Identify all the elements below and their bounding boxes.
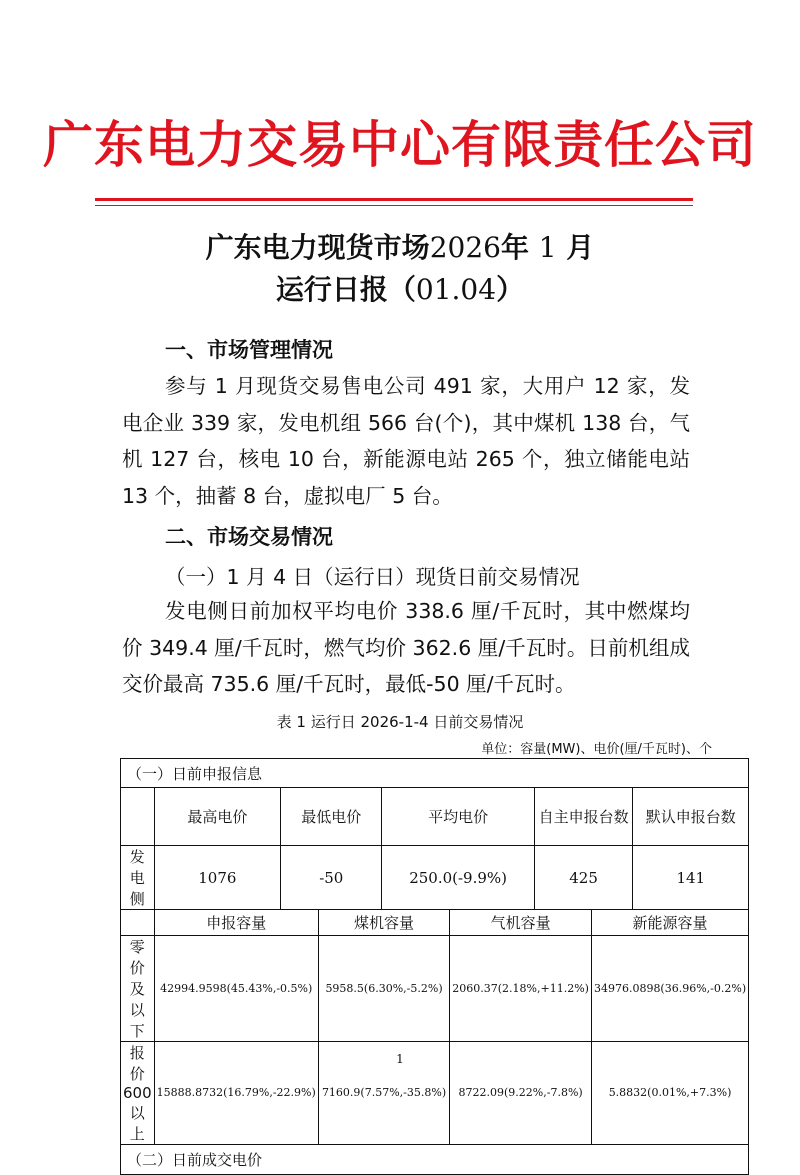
doc-title-line1	[0, 226, 800, 266]
cell-coal-capacity: 5958.5(6.30%,-5.2%)	[318, 936, 449, 1042]
cell-min-price: -50	[281, 846, 382, 910]
cell-renewable-capacity: 5.8832(0.01%,+7.3%)	[591, 1042, 748, 1145]
organization-title: 广东电力交易中心有限责任公司	[43, 115, 757, 174]
header-default-declared: 默认申报台数	[633, 788, 749, 846]
row-label: 报价 600 以上	[121, 1042, 155, 1145]
header-rule-thin	[95, 205, 693, 206]
header-max-price: 最高电价	[154, 788, 280, 846]
cell-default-declared: 141	[633, 846, 749, 910]
page-number: 1	[396, 1052, 404, 1066]
cell-coal-capacity: 7160.9(7.57%,-35.8%)	[318, 1042, 449, 1145]
doc-title-date: 01.04	[415, 273, 497, 306]
table-section-a: （一）日前申报信息	[121, 759, 749, 788]
cell-avg-price: 250.0(-9.9%)	[382, 846, 534, 910]
day-ahead-table	[120, 758, 749, 1175]
table-unit-note: 单位：容量(MW)、电价(厘/千瓦时)、个	[481, 742, 712, 757]
header-renewable-capacity: 新能源容量	[591, 910, 748, 936]
header-declared-capacity: 申报容量	[154, 910, 318, 936]
doc-title-line2-suffix: ）	[496, 273, 525, 306]
header-self-declared: 自主申报台数	[534, 788, 633, 846]
header-coal-capacity: 煤机容量	[318, 910, 449, 936]
cell-declared-capacity: 42994.9598(45.43%,-0.5%)	[154, 936, 318, 1042]
header-blank	[121, 788, 155, 846]
section2-subheading: （一）1 月 4 日（运行日）现货日前交易情况	[165, 565, 580, 589]
section1-paragraph: 参与 1 月现货交易售电公司 491 家，大用户 12 家，发电企业 339 家，发电机组 566 台(个)，其中煤机 138 台，气机 127 台，核电 10 台，新能源电站 265 个，独立储能电站 13 个，抽蓄 8 台，虚拟电厂 5 台。	[122, 374, 690, 508]
doc-title-line2-prefix: 运行日报（	[275, 273, 416, 306]
cell-max-price: 1076	[154, 846, 280, 910]
header-avg-price: 平均电价	[382, 788, 534, 846]
cell-renewable-capacity: 34976.0898(36.96%,-0.2%)	[591, 936, 748, 1042]
doc-title-prefix: 广东电力现货市场	[205, 231, 430, 264]
table-row	[121, 936, 749, 1042]
doc-title-year-char: 年	[500, 231, 529, 264]
doc-title-year: 2026	[429, 231, 501, 264]
header-gas-capacity: 气机容量	[450, 910, 592, 936]
header-rule-thick	[95, 198, 693, 201]
row-generator-label: 发电侧	[121, 846, 155, 910]
section2-paragraph: 发电侧日前加权平均电价 338.6 厘/千瓦时，其中燃煤均价 349.4 厘/千瓦时，燃气均价 362.6 厘/千瓦时。日前机组成交价最高 735.6 厘/千瓦时，最低-50 厘/千瓦时。	[122, 599, 690, 696]
cell-gas-capacity: 2060.37(2.18%,+11.2%)	[450, 936, 592, 1042]
header-min-price: 最低电价	[281, 788, 382, 846]
section1-heading: 一、市场管理情况	[165, 338, 333, 362]
section2-heading: 二、市场交易情况	[165, 525, 333, 549]
table-caption: 表 1 运行日 2026-1-4 日前交易情况	[276, 713, 524, 731]
header2-blank	[121, 910, 155, 936]
doc-title-line2	[0, 268, 800, 308]
cell-declared-capacity: 15888.8732(16.79%,-22.9%)	[154, 1042, 318, 1145]
doc-title-month: 1	[538, 231, 557, 264]
cell-gas-capacity: 8722.09(9.22%,-7.8%)	[450, 1042, 592, 1145]
table-section-b: （二）日前成交电价	[121, 1145, 749, 1175]
doc-title-month-char: 月	[566, 231, 595, 264]
row-label: 零价及以下	[121, 936, 155, 1042]
cell-self-declared: 425	[534, 846, 633, 910]
